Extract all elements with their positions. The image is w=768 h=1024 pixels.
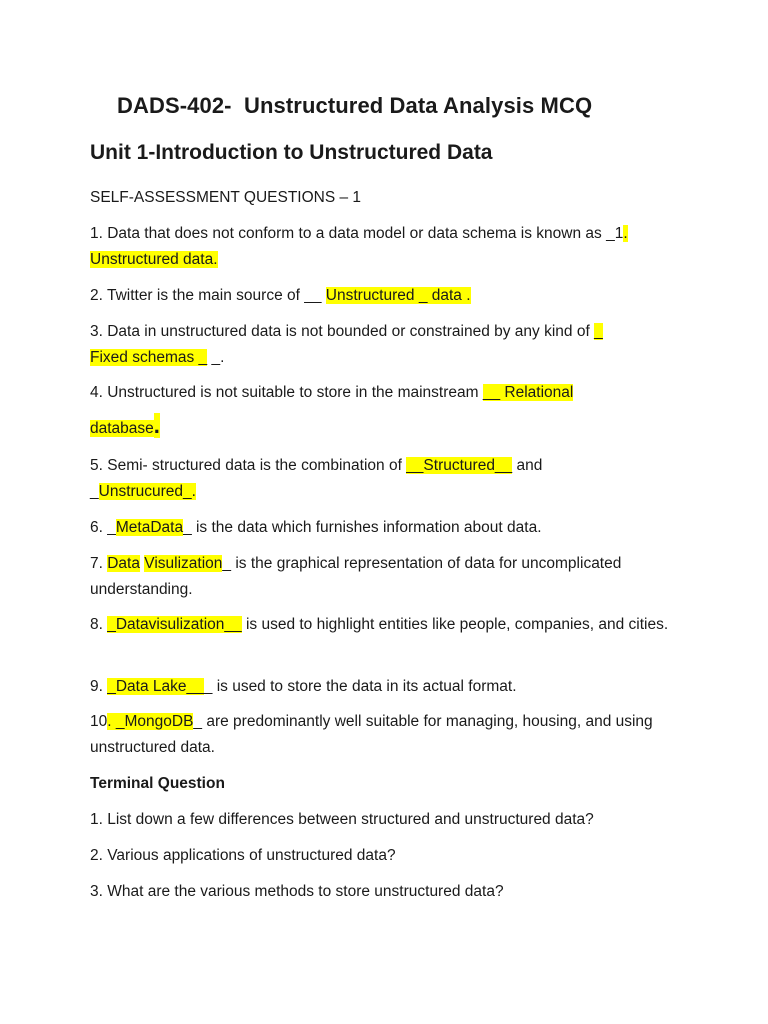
question-5-answer-2: Unstrucured_. xyxy=(98,482,196,500)
question-3-answer: Fixed schemas _ xyxy=(90,348,208,366)
question-7-answer-1: Data xyxy=(107,555,140,572)
question-8-lead: 8. xyxy=(90,616,108,633)
question-8-answer: _Datavisulization__ xyxy=(107,616,242,633)
question-4-text: 4. Unstructured is not suitable to store in the mainstream xyxy=(90,384,483,401)
question-9 xyxy=(90,674,690,700)
question-10-answer: . _MongoDB xyxy=(107,713,194,730)
terminal-question-3: 3. What are the various methods to store unstructured data? xyxy=(90,883,504,900)
question-6-lead: 6. _ xyxy=(90,519,116,536)
question-4-answer-start: __ Relational xyxy=(482,384,574,401)
question-10-lead: 10 xyxy=(90,713,108,730)
question-7-lead: 7. xyxy=(90,555,108,572)
question-5 xyxy=(90,453,690,504)
terminal-question-2: 2. Various applications of unstructured data? xyxy=(90,847,396,864)
document-title: DADS-402- Unstructured Data Analysis MCQ xyxy=(117,93,593,118)
question-1 xyxy=(90,221,690,272)
question-3-answer-start: _ xyxy=(594,323,603,340)
terminal-question-heading: Terminal Question xyxy=(90,775,225,792)
question-8-text: is used to highlight entities like people, companies, and cities. xyxy=(241,616,669,633)
question-2 xyxy=(90,283,690,309)
question-3-tail: _. xyxy=(207,348,225,366)
terminal-question-1: 1. List down a few differences between structured and unstructured data? xyxy=(90,811,594,828)
question-7-answer-2: Visulization xyxy=(144,555,223,572)
question-4-continued xyxy=(90,410,690,445)
question-6 xyxy=(90,515,690,541)
question-1-answer: Unstructured data. xyxy=(90,250,218,268)
question-6-answer: MetaData xyxy=(115,519,184,536)
question-10-text: _ are predominantly well suitable for managing, housing, and using unstructured data. xyxy=(90,713,653,756)
question-4-answer: database xyxy=(90,420,154,437)
question-9-lead: 9. xyxy=(90,678,108,695)
question-9-answer: _Data Lake__ xyxy=(107,678,204,695)
question-3 xyxy=(90,319,690,370)
question-5-answer-1: __Structured__ xyxy=(406,457,513,474)
question-5-text: 5. Semi- structured data is the combination of xyxy=(90,457,407,474)
question-5-lead-2: _ xyxy=(90,482,99,500)
unit-heading: Unit 1-Introduction to Unstructured Data xyxy=(90,141,493,164)
question-2-text: 2. Twitter is the main source of __ xyxy=(90,287,326,304)
question-7-text: _ is the graphical representation of data for uncomplicated understanding. xyxy=(90,555,622,598)
question-9-text: _ is used to store the data in its actual format. xyxy=(203,678,517,695)
question-4 xyxy=(90,380,690,406)
self-assessment-heading: SELF-ASSESSMENT QUESTIONS – 1 xyxy=(90,189,362,206)
question-2-answer: Unstructured _ data . xyxy=(325,287,471,304)
question-8 xyxy=(90,612,690,638)
question-10 xyxy=(90,709,690,760)
question-7 xyxy=(90,551,690,602)
question-6-text: _ is the data which furnishes information about data. xyxy=(183,519,542,536)
question-1-text: 1. Data that does not conform to a data model or data schema is known as _1 xyxy=(90,225,624,242)
question-4-tail: . xyxy=(153,413,160,438)
question-1-answer-dot: . xyxy=(623,225,628,242)
question-5-mid: and xyxy=(512,457,543,474)
question-3-text: 3. Data in unstructured data is not bounded or constrained by any kind of xyxy=(90,323,595,340)
